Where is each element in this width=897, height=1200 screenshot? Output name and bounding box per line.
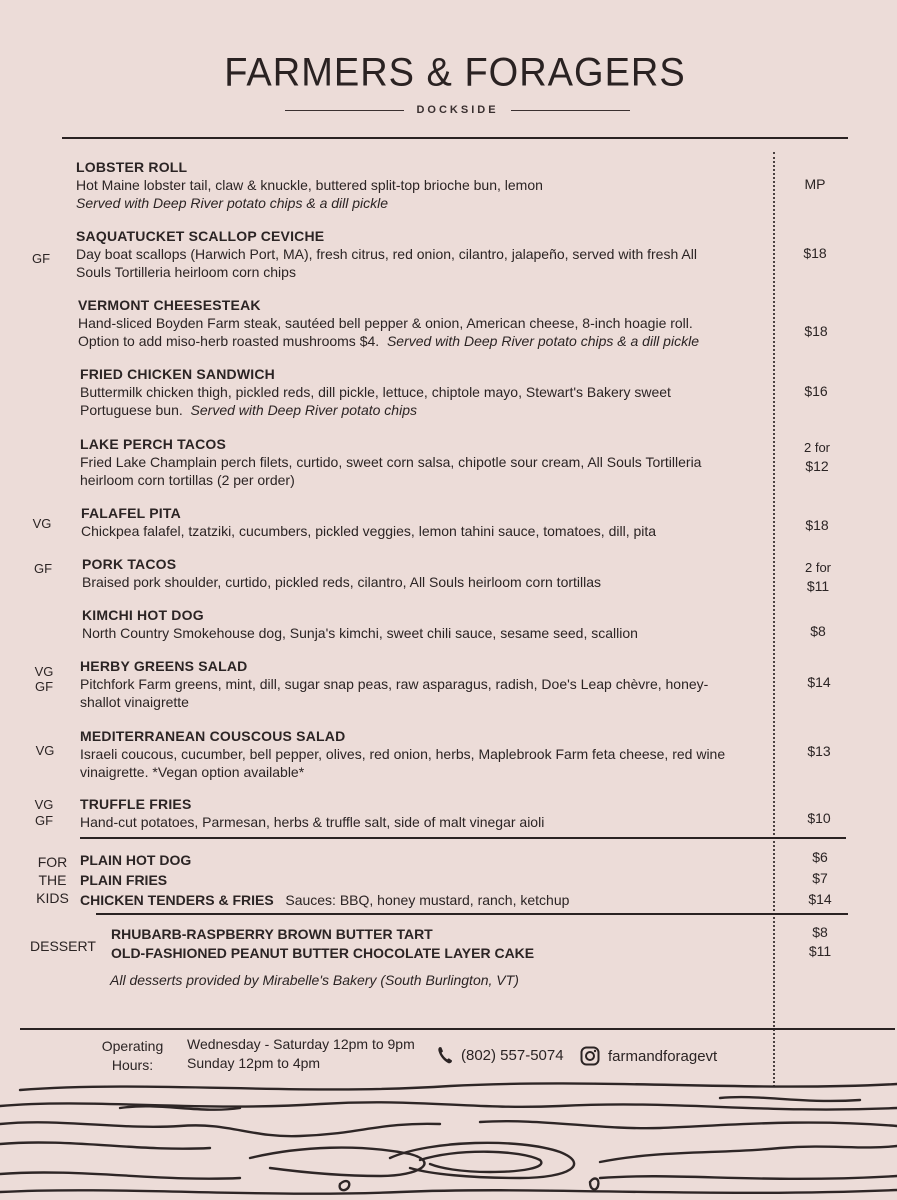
menu-item-lobster-roll <box>76 158 543 212</box>
restaurant-title: FARMERS & FORAGERS <box>224 50 686 96</box>
item-note: Served with Deep River potato chips <box>190 402 417 418</box>
item-price: $18 <box>803 245 827 261</box>
dietary-tag-gf: GF <box>34 813 54 828</box>
item-desc: North Country Smokehouse dog, Sunja's kimchi, sweet chili sauce, sesame seed, scallion <box>82 625 638 641</box>
kids-item-tenders-row <box>80 890 569 910</box>
item-name: LOBSTER ROLL <box>76 159 188 175</box>
phone-number: (802) 557-5074 <box>461 1046 564 1064</box>
item-price <box>787 439 847 475</box>
kids-prices <box>790 847 850 910</box>
menu-item-falafel-pita <box>81 504 656 540</box>
kids-label-line: FOR <box>37 854 68 870</box>
kids-price: $14 <box>808 891 832 907</box>
kids-item-hot-dog: PLAIN HOT DOG <box>80 852 192 868</box>
item-desc: Chickpea falafel, tzatziki, cucumbers, pickled veggies, lemon tahini sauce, tomatoes, dill, pita <box>81 523 657 539</box>
dietary-tag: GF <box>31 251 51 266</box>
kids-label-line: KIDS <box>36 890 69 906</box>
menu-item-herby-greens-salad <box>80 657 708 711</box>
item-name: PORK TACOS <box>82 556 177 572</box>
item-desc: Braised pork shoulder, curtido, pickled reds, cilantro, All Souls heirloom corn tortillas <box>82 574 602 590</box>
item-desc-line <box>78 332 699 350</box>
woodgrain-decoration <box>0 1078 897 1200</box>
menu-item-vermont-cheesesteak <box>78 296 699 350</box>
item-desc: shallot vinaigrette <box>80 694 189 710</box>
phone-icon <box>437 1046 453 1064</box>
item-desc-line <box>80 401 671 419</box>
price-amount: $12 <box>805 458 829 474</box>
item-desc: Hot Maine lobster tail, claw & knuckle, buttered split-top brioche bun, lemon <box>76 177 543 193</box>
item-price: $8 <box>810 623 826 639</box>
dietary-tag: GF <box>33 561 53 576</box>
kids-sauces-note: Sauces: BBQ, honey mustard, ranch, ketchup <box>285 892 570 908</box>
dessert-prices <box>790 923 850 961</box>
kids-label-line: THE <box>38 872 67 888</box>
item-price: MP <box>804 176 826 192</box>
menu-item-kimchi-hot-dog <box>82 606 638 642</box>
hours-label-line: Operating <box>101 1038 164 1054</box>
dessert-price: $8 <box>812 924 828 940</box>
item-price <box>788 559 848 595</box>
item-name: KIMCHI HOT DOG <box>82 607 204 623</box>
item-desc: Pitchfork Farm greens, mint, dill, sugar snap peas, raw asparagus, radish, Doe's Leap chèvre, honey- <box>80 676 709 692</box>
item-name: HERBY GREENS SALAD <box>80 658 248 674</box>
hours-weekday: Wednesday - Saturday 12pm to 9pm <box>187 1036 415 1052</box>
dessert-price: $11 <box>808 943 832 959</box>
subtitle-rule-right <box>511 110 630 111</box>
dietary-tag: VG <box>35 743 55 758</box>
item-desc: Hand-cut potatoes, Parmesan, herbs & truffle salt, side of malt vinegar aioli <box>80 814 545 830</box>
dietary-tag: VG <box>32 516 52 531</box>
price-column-divider <box>773 152 775 1087</box>
item-desc: vinaigrette. *Vegan option available* <box>80 764 305 780</box>
phone-contact[interactable] <box>437 1046 564 1064</box>
restaurant-subtitle: DOCKSIDE <box>416 104 499 116</box>
hours-label-line: Hours: <box>111 1057 154 1073</box>
kids-price: $7 <box>812 870 828 886</box>
dessert-note: All desserts provided by Mirabelle's Bakery (South Burlington, VT) <box>110 972 519 988</box>
instagram-icon <box>580 1046 600 1066</box>
dessert-item-cake: OLD-FASHIONED PEANUT BUTTER CHOCOLATE LAYER CAKE <box>111 945 535 961</box>
top-divider <box>62 137 848 139</box>
hours-sunday: Sunday 12pm to 4pm <box>187 1055 321 1071</box>
item-desc: Option to add miso-herb roasted mushrooms $4. <box>78 333 380 349</box>
dietary-tag <box>24 797 64 829</box>
item-name: SAQUATUCKET SCALLOP CEVICHE <box>76 228 325 244</box>
kids-divider <box>80 837 846 839</box>
hours-label <box>95 1037 170 1075</box>
dietary-tag <box>24 664 64 694</box>
subtitle-row <box>285 101 630 119</box>
item-name: FRIED CHICKEN SANDWICH <box>80 366 275 382</box>
menu-item-fried-chicken-sandwich <box>80 365 671 419</box>
hours-lines <box>187 1035 415 1073</box>
item-name: FALAFEL PITA <box>81 505 181 521</box>
dessert-section-label: DESSERT <box>30 938 96 954</box>
subtitle-rule-left <box>285 110 404 111</box>
item-price: $18 <box>804 323 828 339</box>
item-desc: Buttermilk chicken thigh, pickled reds, dill pickle, lettuce, chiptole mayo, Stewart's Bakery sweet <box>80 384 671 400</box>
item-name: VERMONT CHEESESTEAK <box>78 297 261 313</box>
item-desc: Hand-sliced Boyden Farm steak, sautéed bell pepper & onion, American cheese, 8-inch hoagie roll. <box>78 315 693 331</box>
item-price: $10 <box>807 810 831 826</box>
item-note: Served with Deep River potato chips & a dill pickle <box>76 195 389 211</box>
item-desc: Day boat scallops (Harwich Port, MA), fresh citrus, red onion, cilantro, jalapeño, served with fresh All <box>76 246 697 262</box>
price-amount: $11 <box>806 578 830 594</box>
item-name: MEDITERRANEAN COUSCOUS SALAD <box>80 728 346 744</box>
kids-item-fries: PLAIN FRIES <box>80 872 168 888</box>
item-desc: heirloom corn tortillas (2 per order) <box>80 472 295 488</box>
menu-item-couscous-salad <box>80 727 725 781</box>
item-price: $14 <box>807 674 831 690</box>
item-desc: Portuguese bun. <box>80 402 183 418</box>
price-qty: 2 for <box>804 560 831 575</box>
footer-divider <box>20 1028 895 1030</box>
price-qty: 2 for <box>803 440 830 455</box>
kids-item-tenders: CHICKEN TENDERS & FRIES <box>80 892 274 908</box>
dessert-items <box>111 925 534 963</box>
dietary-tag-vg: VG <box>34 664 54 679</box>
kids-price: $6 <box>812 849 828 865</box>
instagram-contact[interactable] <box>580 1046 717 1066</box>
dietary-tag-vg: VG <box>34 797 54 812</box>
item-name: TRUFFLE FRIES <box>80 796 192 812</box>
menu-item-lake-perch-tacos <box>80 435 701 489</box>
instagram-handle: farmandforagevt <box>608 1047 718 1065</box>
item-price: $13 <box>807 743 831 759</box>
kids-section-label <box>30 853 75 907</box>
kids-items <box>80 850 569 910</box>
item-desc: Fried Lake Champlain perch filets, curtido, sweet corn salsa, chipotle sour cream, All Souls Tortilleria <box>80 454 702 470</box>
dietary-tag-gf: GF <box>34 679 54 694</box>
menu-item-pork-tacos <box>82 555 601 591</box>
dessert-divider <box>96 913 848 915</box>
menu-item-scallop-ceviche <box>76 227 697 281</box>
dessert-item-tart: RHUBARB-RASPBERRY BROWN BUTTER TART <box>111 926 433 942</box>
item-price: $18 <box>805 517 829 533</box>
item-desc: Souls Tortilleria heirloom corn chips <box>76 264 296 280</box>
menu-item-truffle-fries <box>80 795 544 831</box>
item-desc: Israeli coucous, cucumber, bell pepper, olives, red onion, herbs, Maplebrook Farm feta cheese, red wine <box>80 746 726 762</box>
item-name: LAKE PERCH TACOS <box>80 436 227 452</box>
item-price: $16 <box>804 383 828 399</box>
item-note: Served with Deep River potato chips & a dill pickle <box>386 333 699 349</box>
